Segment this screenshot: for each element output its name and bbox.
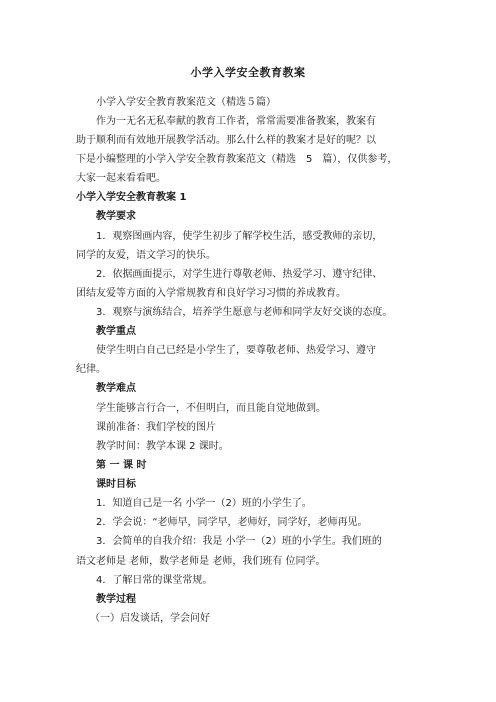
paragraph-line: 教学时间：教学本课 2 课时。	[96, 441, 229, 452]
paragraph-line: 作为一无名无私奉献的教育工作者，常常需要准备教案，教案有	[96, 116, 376, 127]
paragraph-line: 小学入学安全教育教案范文（精选５篇）	[96, 97, 276, 108]
section-heading: 教学重点	[96, 326, 136, 337]
paragraph-line: 下是小编整理的小学入学安全教育教案范文（精选 5 篇），仅供参考，	[76, 154, 398, 165]
paragraph-line: 1．观察图画内容，使学生初步了解学校生活，感受教师的亲切，	[96, 231, 383, 242]
section-heading: 教学要求	[96, 211, 136, 222]
paragraph-line: 同学的友爱，语文学习的快乐。	[76, 250, 216, 261]
section-heading: 教学过程	[96, 594, 136, 605]
paragraph-line: 2．学会说：“老师早，同学早，老师好，同学好，老师再见。	[96, 517, 368, 528]
section-heading: 教学难点	[96, 383, 136, 394]
document-title: 小学入学安全教育教案	[190, 66, 306, 79]
paragraph-line: 纪律。	[76, 364, 106, 375]
section-heading: 小学入学安全教育教案 1	[76, 192, 187, 203]
paragraph-line: 大家一起来看看吧。	[76, 173, 166, 184]
paragraph-line: （一）启发谈话，学会问好	[90, 613, 210, 624]
section-heading: 第 一 课 时	[96, 460, 147, 471]
paragraph-line: 4．了解日常的课堂常规。	[96, 575, 213, 586]
paragraph-line: 语文老师是 老师，数学老师是 老师，我们班有 位同学。	[76, 556, 326, 567]
paragraph-line: 2．依据画面提示，对学生进行尊敬老师、热爱学习、遵守纪律、	[96, 269, 383, 280]
paragraph-line: 助于顺利而有效地开展教学活动。那么什么样的教案才是好的呢？以	[76, 135, 376, 146]
section-heading: 课时目标	[96, 479, 136, 490]
paragraph-line: 3．观察与演练结合，培养学生愿意与老师和同学友好交谈的态度。	[96, 307, 393, 318]
paragraph-line: 3．会简单的自我介绍：我是 小学一（2）班的小学生。我们班的	[96, 536, 382, 547]
paragraph-line: 课前准备：我们学校的图片	[96, 422, 216, 433]
paragraph-line: 1．知道自己是一名 小学一（2）班的小学生了。	[96, 498, 312, 509]
paragraph-line: 学生能够言行合一，不但明白，而且能自觉地做到。	[96, 403, 326, 414]
paragraph-line: 团结友爱等方面的入学常规教育和良好学习习惯的养成教育。	[76, 288, 346, 299]
paragraph-line: 使学生明白自己已经是小学生了，要尊敬老师、热爱学习、遵守	[96, 345, 376, 356]
